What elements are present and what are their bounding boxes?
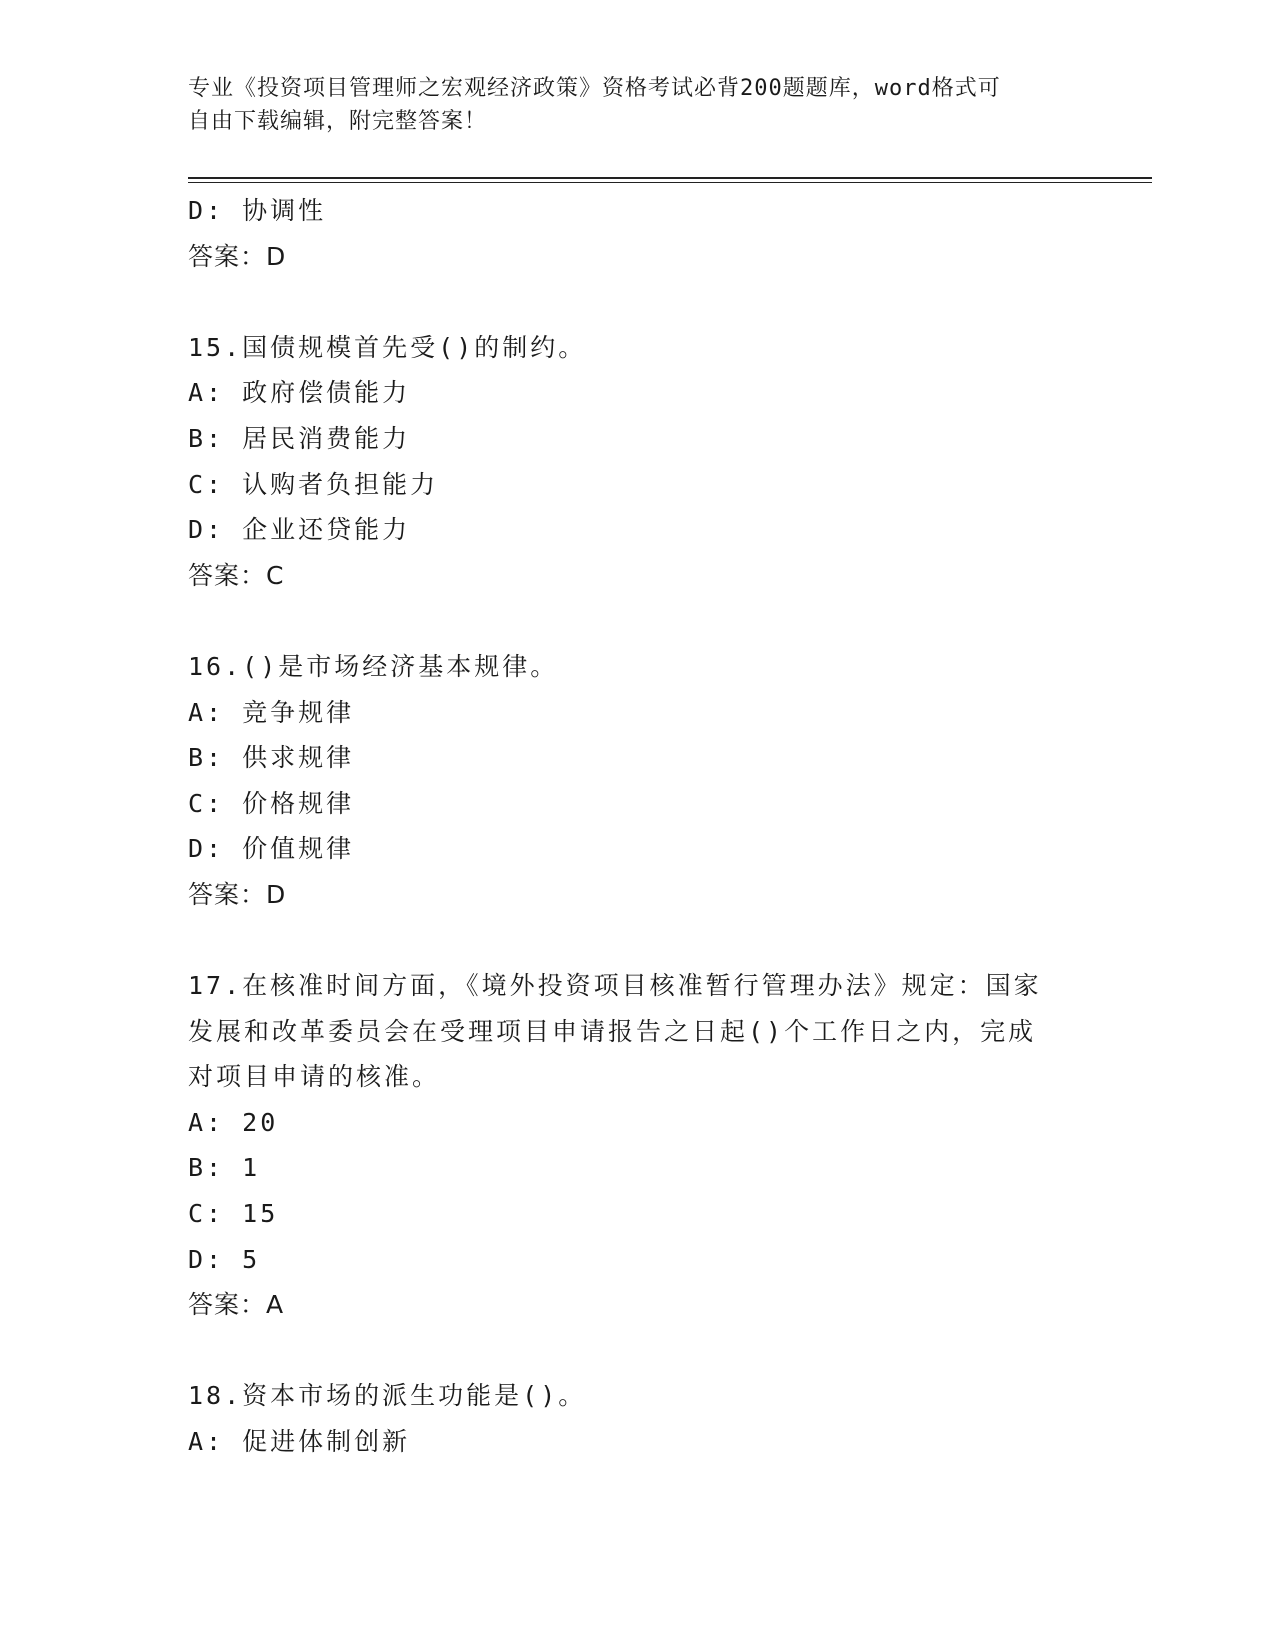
- q17-option-d: D: 5: [188, 1244, 261, 1274]
- q16-option-a: A: 竞争规律: [188, 697, 355, 727]
- q17-question-line-2: 发展和改革委员会在受理项目申请报告之日起()个工作日之内，完成: [188, 1016, 1037, 1046]
- q15-option-a: A: 政府偿债能力: [188, 378, 411, 408]
- q16-option-c: C: 价格规律: [188, 788, 355, 818]
- q16-question: 16.()是市场经济基本规律。: [188, 651, 559, 681]
- page-header: [188, 72, 1088, 138]
- header-title-line-1: 专业《投资项目管理师之宏观经济政策》资格考试必背200题题库，word格式可: [188, 76, 1001, 101]
- q16-option-b: B: 供求规律: [188, 743, 355, 773]
- q17-question-line-1: 17.在核准时间方面，《境外投资项目核准暂行管理办法》规定：国家: [188, 971, 1042, 1001]
- q15-option-c: C: 认购者负担能力: [188, 469, 439, 499]
- q15-option-d: D: 企业还贷能力: [188, 515, 411, 545]
- q17-option-c: C: 15: [188, 1199, 279, 1229]
- spacer: [188, 1328, 1088, 1374]
- header-title-line-2: 自由下载编辑，附完整答案！: [188, 109, 488, 134]
- q15-question: 15.国债规模首先受()的制约。: [188, 332, 587, 362]
- q17-answer: 答案：A: [188, 1290, 285, 1320]
- q17-question-line-3: 对项目申请的核准。: [188, 1062, 441, 1092]
- q16-answer: 答案：D: [188, 879, 287, 909]
- q17-option-b: B: 1: [188, 1153, 261, 1183]
- question-list: [188, 188, 1088, 1465]
- prev-answer: 答案：D: [188, 241, 287, 271]
- q16-option-d: D: 价值规律: [188, 834, 355, 864]
- spacer: [188, 279, 1088, 325]
- header-divider-thick: [188, 177, 1152, 179]
- q18-option-a: A: 促进体制创新: [188, 1427, 411, 1457]
- prev-option-d: D: 协调性: [188, 196, 327, 225]
- spacer: [188, 598, 1088, 644]
- q15-option-b: B: 居民消费能力: [188, 423, 411, 453]
- q17-option-a: A: 20: [188, 1107, 279, 1137]
- spacer: [188, 918, 1088, 964]
- q18-question: 18.资本市场的派生功能是()。: [188, 1381, 587, 1411]
- q15-answer: 答案：C: [188, 560, 285, 590]
- header-divider-thin: [188, 182, 1152, 183]
